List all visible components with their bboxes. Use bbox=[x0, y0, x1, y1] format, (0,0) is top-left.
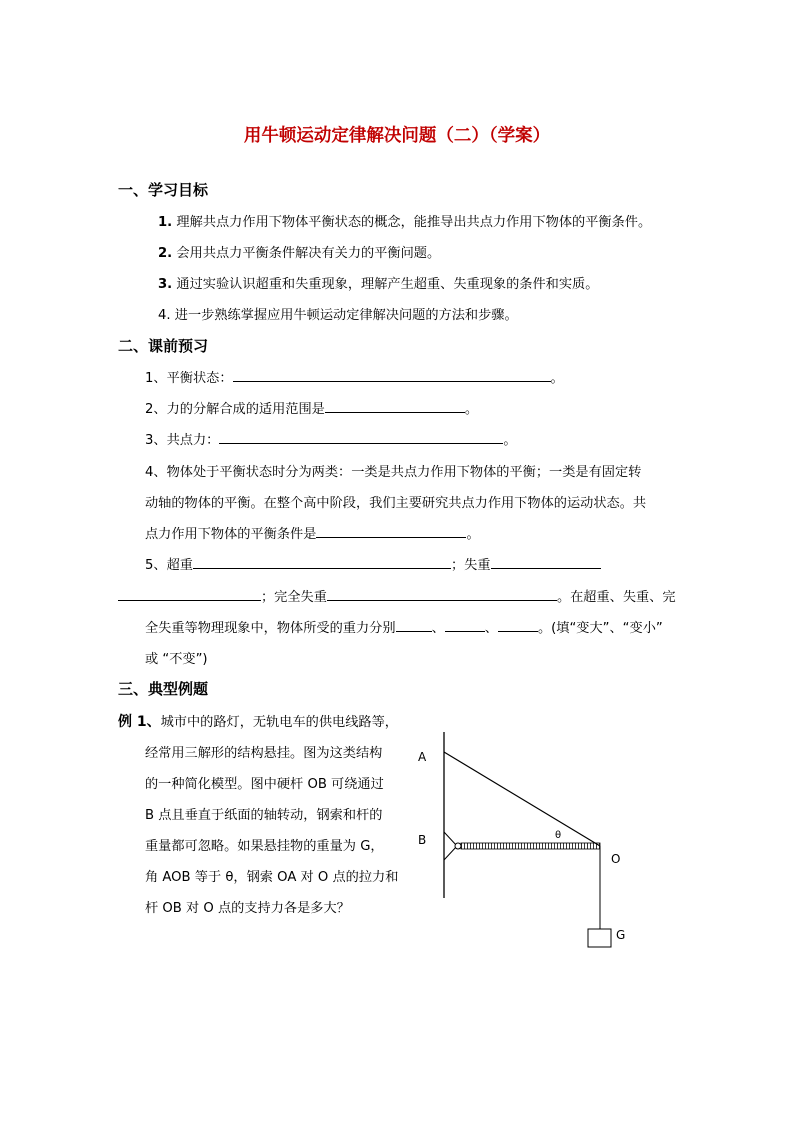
preview-q1 bbox=[145, 367, 564, 386]
q5-weightloss-label: ；失重 bbox=[450, 558, 491, 573]
preview-q5-line4: 或 “不变”) bbox=[145, 652, 208, 667]
label-theta: θ bbox=[555, 830, 562, 841]
preview-q4-line1: 4、物体处于平衡状态时分为两类：一类是共点力作用下物体的平衡；一类是有固定转 bbox=[145, 465, 642, 480]
label-b: B bbox=[418, 833, 427, 847]
q5-line3-tail: 。(填“变大”、“变小” bbox=[537, 621, 663, 636]
preview-q3 bbox=[145, 429, 517, 448]
q3-end: 。 bbox=[503, 433, 517, 448]
force-diagram bbox=[400, 720, 640, 960]
q5-line3-text: 全失重等物理现象中，物体所受的重力分别 bbox=[145, 621, 396, 636]
objective-text: 会用共点力平衡条件解决有关力的平衡问题。 bbox=[176, 246, 441, 261]
example-label: 例 1、 bbox=[118, 714, 161, 730]
q4-end: 。 bbox=[466, 527, 480, 542]
gravity-blank-3[interactable] bbox=[498, 617, 538, 632]
preview-q2 bbox=[145, 398, 478, 417]
label-o: O bbox=[611, 852, 621, 866]
gravity-blank-1[interactable] bbox=[396, 617, 432, 632]
q2-end: 。 bbox=[464, 402, 479, 417]
bracket-lower bbox=[444, 846, 457, 860]
weightloss-blank[interactable] bbox=[491, 554, 601, 569]
q1-label: 1、平衡状态： bbox=[145, 371, 233, 386]
objective-number: 2. bbox=[158, 246, 173, 261]
preview-q4-line2: 动轴的物体的平衡。在整个高中阶段，我们主要研究共点力作用下物体的运动状态。共 bbox=[145, 496, 647, 511]
q3-label: 3、共点力： bbox=[145, 433, 220, 448]
example-text: 城市中的路灯，无轨电车的供电线路等， bbox=[160, 715, 398, 730]
objective-2 bbox=[158, 242, 440, 261]
objective-1 bbox=[158, 211, 651, 230]
preview-q5-line2 bbox=[118, 586, 676, 605]
bracket-upper bbox=[444, 832, 457, 846]
weight-g bbox=[588, 929, 611, 947]
example-1-line2: 经常用三解形的结构悬挂。图为这类结构 bbox=[145, 746, 383, 761]
example-1-line3: 的一种简化模型。图中硬杆 OB 可绕通过 bbox=[145, 777, 384, 792]
q5-complete-weightloss-label: ；完全失重 bbox=[261, 590, 327, 605]
gravity-blank-2[interactable] bbox=[445, 617, 485, 632]
example-1-line1 bbox=[118, 711, 398, 731]
q4-label: 点力作用下物体的平衡条件是 bbox=[145, 527, 317, 542]
example-1-line4: B 点且垂直于纸面的轴转动，钢索和杆的 bbox=[145, 808, 383, 823]
label-g: G bbox=[616, 928, 626, 942]
example-1-line7: 杆 OB 对 O 点的支持力各是多大？ bbox=[145, 901, 350, 916]
objective-number: 1. bbox=[158, 215, 173, 230]
example-1-line6: 角 AOB 等于 θ，钢索 OA 对 O 点的拉力和 bbox=[145, 870, 399, 885]
q2-label: 2、力的分解合成的适用范围是 bbox=[145, 402, 325, 417]
objective-text: 进一步熟练掌握应用牛顿运动定律解决问题的方法和步骤。 bbox=[174, 308, 518, 323]
q5-line2-tail: 。在超重、失重、完 bbox=[556, 590, 676, 605]
cable-oa bbox=[444, 752, 600, 846]
q4-blank[interactable] bbox=[316, 523, 466, 538]
pivot-b bbox=[455, 843, 461, 849]
preview-q5-line1 bbox=[145, 554, 601, 573]
objective-number: 3. bbox=[158, 277, 173, 292]
separator: 、 bbox=[431, 621, 445, 636]
objective-text: 通过实验认识超重和失重现象，理解产生超重、失重现象的条件和实质。 bbox=[176, 277, 599, 292]
q1-end: 。 bbox=[550, 371, 564, 386]
complete-weightloss-blank[interactable] bbox=[327, 586, 557, 601]
section-1-heading: 一、学习目标 bbox=[118, 181, 209, 199]
example-1-line5: 重量都可忽略。如果悬挂物的重量为 G， bbox=[145, 839, 384, 854]
section-3-heading: 三、典型例题 bbox=[118, 680, 209, 698]
preview-q5-line3 bbox=[145, 617, 663, 636]
weightloss-blank-cont[interactable] bbox=[118, 586, 261, 601]
objective-3 bbox=[158, 273, 598, 292]
page-title: 用牛顿运动定律解决问题（二）（学案） bbox=[243, 126, 551, 146]
separator: 、 bbox=[484, 621, 498, 636]
overweight-blank[interactable] bbox=[193, 554, 451, 569]
section-2-heading: 二、课前预习 bbox=[118, 337, 209, 355]
q3-blank[interactable] bbox=[219, 429, 503, 444]
preview-q4-line3 bbox=[145, 523, 480, 542]
q1-blank[interactable] bbox=[233, 367, 551, 382]
label-a: A bbox=[418, 750, 427, 764]
objective-text: 理解共点力作用下物体平衡状态的概念，能推导出共点力作用下物体的平衡条件。 bbox=[176, 215, 652, 230]
q2-blank[interactable] bbox=[325, 398, 465, 413]
objective-4 bbox=[158, 304, 518, 323]
q5-overweight-label: 5、超重 bbox=[145, 558, 193, 573]
rod-ob bbox=[461, 843, 600, 849]
objective-number: 4. bbox=[158, 308, 171, 323]
